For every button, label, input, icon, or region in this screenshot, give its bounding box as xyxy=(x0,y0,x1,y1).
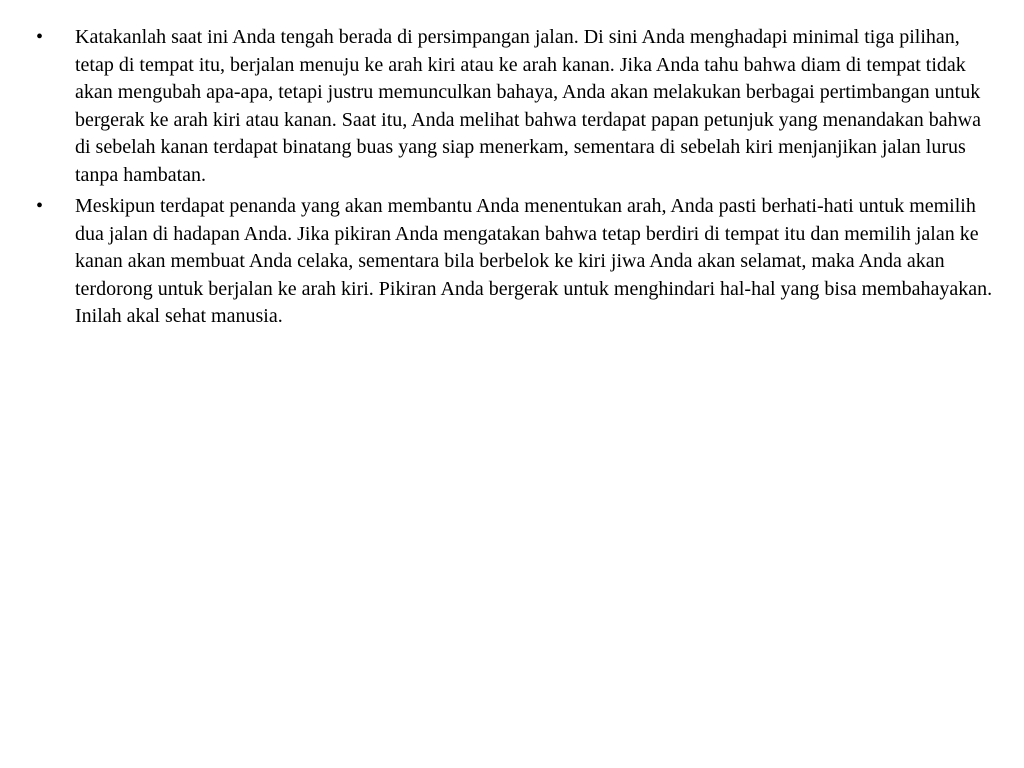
bullet-icon: • xyxy=(36,26,44,48)
bullet-list xyxy=(36,24,996,335)
bullet-icon: • xyxy=(36,195,44,217)
list-item xyxy=(36,193,996,331)
paragraph-text: Katakanlah saat ini Anda tengah berada di persimpangan jalan. Di sini Anda menghadapi minimal tiga pilihan, tetap di tempat itu, berjalan menuju ke arah kiri atau ke arah kanan. Jika Anda tahu bahwa diam di tempat tidak akan mengubah apa-apa, tetapi justru memunculkan bahaya, Anda akan melakukan berbagai pertimbangan untuk bergerak ke arah kiri atau kanan. Saat itu, Anda melihat bahwa terdapat papan petunjuk yang menandakan bahwa di sebelah kanan terdapat binatang buas yang siap menerkam, sementara di sebelah kiri menjanjikan jalan lurus tanpa hambatan. xyxy=(75,26,981,186)
list-item xyxy=(36,24,996,189)
paragraph-text: Meskipun terdapat penanda yang akan membantu Anda menentukan arah, Anda pasti berhati-hati untuk memilih dua jalan di hadapan Anda. Jika pikiran Anda mengatakan bahwa tetap berdiri di tempat itu dan memilih jalan ke kanan akan membuat Anda celaka, sementara bila berbelok ke kiri jiwa Anda akan selamat, maka Anda akan terdorong untuk berjalan ke arah kiri. Pikiran Anda bergerak untuk menghindari hal-hal yang bisa membahayakan. Inilah akal sehat manusia. xyxy=(75,195,993,327)
